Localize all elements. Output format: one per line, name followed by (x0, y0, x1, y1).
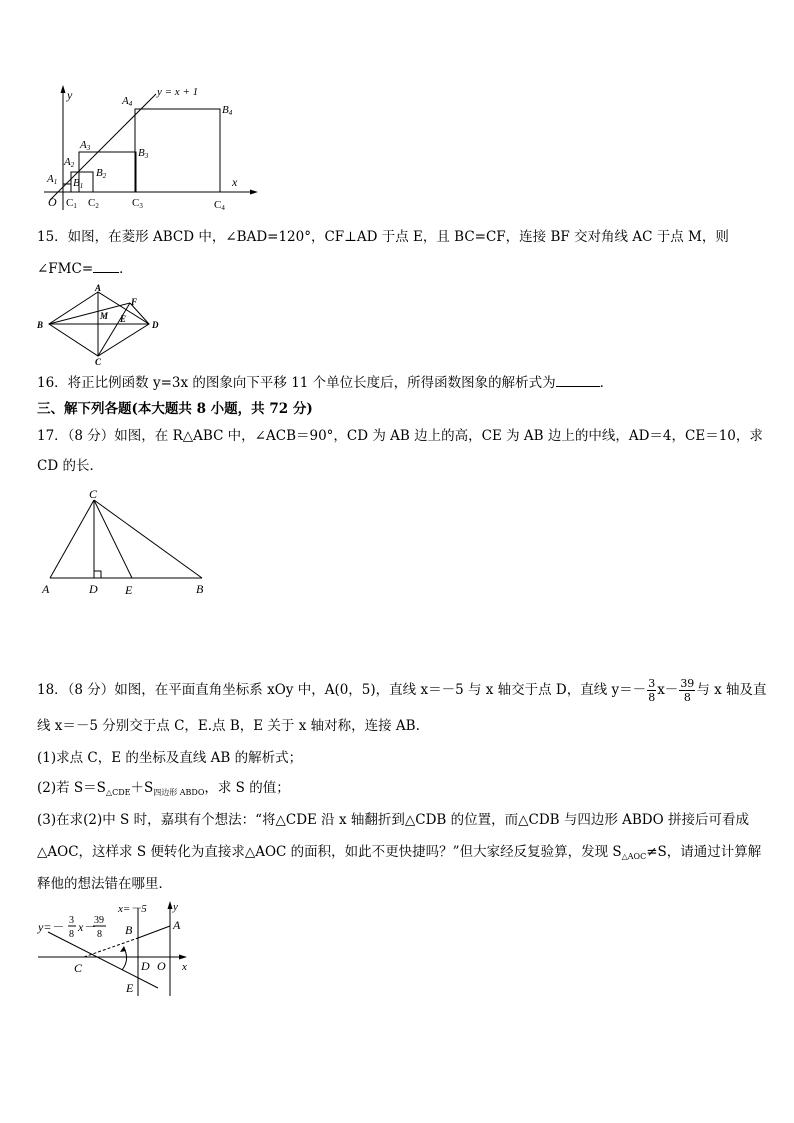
label-c2: C2 (88, 197, 99, 210)
q18-part2 (37, 778, 290, 803)
square-4 (135, 109, 220, 192)
label-m: M (100, 311, 109, 321)
q16-end: ． (599, 375, 614, 391)
x-axis-arrow (250, 190, 258, 195)
label-a2: A2 (64, 156, 75, 169)
y-axis-label: y (67, 88, 73, 102)
label-e: E (120, 314, 127, 324)
segment-ac (50, 500, 94, 578)
line-label: y = x + 1 (157, 86, 199, 98)
label-b1: B1 (73, 177, 84, 190)
label-o: O (157, 959, 166, 973)
origin-label: O (48, 195, 57, 209)
q16-line (37, 373, 613, 393)
label-c: C (89, 487, 98, 501)
eq-den1: 8 (69, 929, 74, 940)
label-b: B (125, 923, 133, 937)
label-a: A (173, 918, 181, 932)
label-d: D (89, 582, 98, 596)
label-a3: A3 (80, 139, 91, 152)
right-angle-mark (94, 571, 101, 578)
q18-p2-c: ，求 S 的值； (204, 780, 290, 796)
eq-den2: 8 (97, 929, 102, 940)
eq-num2: 39 (94, 915, 104, 926)
label-b: B (37, 320, 44, 330)
q15-line2-text: ∠FMC= (37, 261, 94, 277)
x-axis-label: x (232, 175, 238, 189)
q18-frac-39-8 (679, 677, 695, 704)
frac2-num: 39 (680, 677, 695, 690)
label-b4: B4 (222, 104, 233, 117)
figure-q15-rhombus (34, 284, 166, 366)
q15-line1: 15．如图，在菱形 ABCD 中，∠BAD=120°，CF⊥AD 于点 E，且 BC=CF，连接 BF 交对角线 AC 于点 M，则 (37, 229, 729, 245)
frac2-den: 8 (683, 691, 691, 704)
q18-part3-line3: 释他的想法错在哪里． (37, 876, 172, 892)
label-c: C (95, 357, 102, 366)
x-axis-arrow (179, 955, 187, 960)
q18-p3-l2-end: ≠S，请通过计算解 (646, 844, 762, 860)
label-b: B (196, 582, 204, 596)
y-axis-label: y (173, 901, 178, 913)
q17-line2: CD 的长． (37, 458, 103, 474)
q16-answer-blank (556, 386, 600, 387)
label-c1: C1 (66, 197, 77, 210)
eq-prefix: y=－ (38, 920, 64, 934)
figure-q18-coordinate (34, 900, 194, 1000)
eq-num1: 3 (69, 915, 74, 926)
q18-p2-b: ＋S (130, 780, 154, 796)
q18-line1 (37, 676, 767, 704)
q18-p2-a: (2)若 S＝S (37, 780, 106, 796)
q18-p3-l2: △AOC，这样求 S 便转化为直接求△AOC 的面积，如此不更快捷吗？”但大家经反复验算，发现 S (37, 844, 622, 860)
label-d: D (141, 959, 150, 973)
y-axis-arrow (168, 901, 173, 909)
q16-text: 16．将正比例函数 y=3x 的图象向下平移 11 个单位长度后，所得函数图象的解析式为 (37, 375, 556, 391)
label-a1: A1 (47, 173, 58, 186)
label-c4: C4 (214, 199, 225, 212)
q18-p3-sub: △AOC (621, 852, 647, 861)
y-axis-arrow (61, 85, 66, 93)
segment-bf (49, 303, 130, 324)
frac1-num: 3 (648, 677, 656, 690)
section-3-heading: 三、解下列各题(本大题共 8 小题，共 72 分) (37, 401, 313, 417)
q18-line1-c: 与 x 轴及直 (696, 682, 767, 698)
label-d: D (152, 320, 159, 330)
label-a: A (95, 284, 102, 293)
q15-line2 (37, 259, 133, 279)
q18-part3-line1: (3)在求(2)中 S 时，嘉琪有个想法：“将△CDE 沿 x 轴翻折到△CDB 的位置，而△CDB 与四边形 ABDO 拼接后可看成 (37, 812, 749, 828)
x-axis-label: x (182, 961, 187, 973)
label-f: F (131, 297, 138, 307)
segment-ba (138, 926, 170, 938)
q18-part3-line2 (37, 842, 761, 867)
median-ce (94, 500, 132, 578)
segment-bc (94, 500, 202, 578)
vline-label: x=－5 (118, 903, 147, 915)
label-b3: B3 (138, 147, 149, 160)
q18-frac-3-8 (647, 677, 656, 704)
q18-part1: (1)求点 C，E 的坐标及直线 AB 的解析式； (37, 750, 303, 766)
label-a: A (42, 582, 50, 596)
label-a4: A4 (122, 95, 133, 108)
label-e: E (125, 583, 133, 597)
figure-q14 (36, 82, 260, 214)
q15-line2-end: ． (119, 261, 133, 277)
fold-arrowhead (120, 946, 126, 952)
figure-q17-triangle (38, 486, 214, 598)
frac1-den: 8 (648, 691, 656, 704)
q18-p2-sub2: 四边形 ABDO (153, 788, 205, 797)
q18-line1-b: x－ (657, 682, 679, 698)
label-e: E (126, 981, 134, 995)
q18-line1-a: 18．（8 分）如图，在平面直角坐标系 xOy 中，A(0，5)，直线 x＝－5 与 x 轴交于点 D，直线 y＝－ (37, 682, 647, 698)
eq-mid: x－ (78, 920, 96, 934)
label-c3: C3 (132, 197, 143, 210)
label-c: C (74, 961, 83, 975)
q17-line1: 17．（8 分）如图，在 R△ABC 中，∠ACB＝90°，CD 为 AB 边上的高，CE 为 AB 边上的中线，AD＝4，CE＝10，求 (37, 428, 763, 444)
label-b2: B2 (96, 167, 107, 180)
q15-answer-blank (93, 272, 119, 273)
q18-p2-sub1: △CDE (105, 788, 131, 797)
q18-line2: 线 x＝－5 分别交于点 C，E.点 B，E 关于 x 轴对称，连接 AB. (37, 718, 420, 734)
